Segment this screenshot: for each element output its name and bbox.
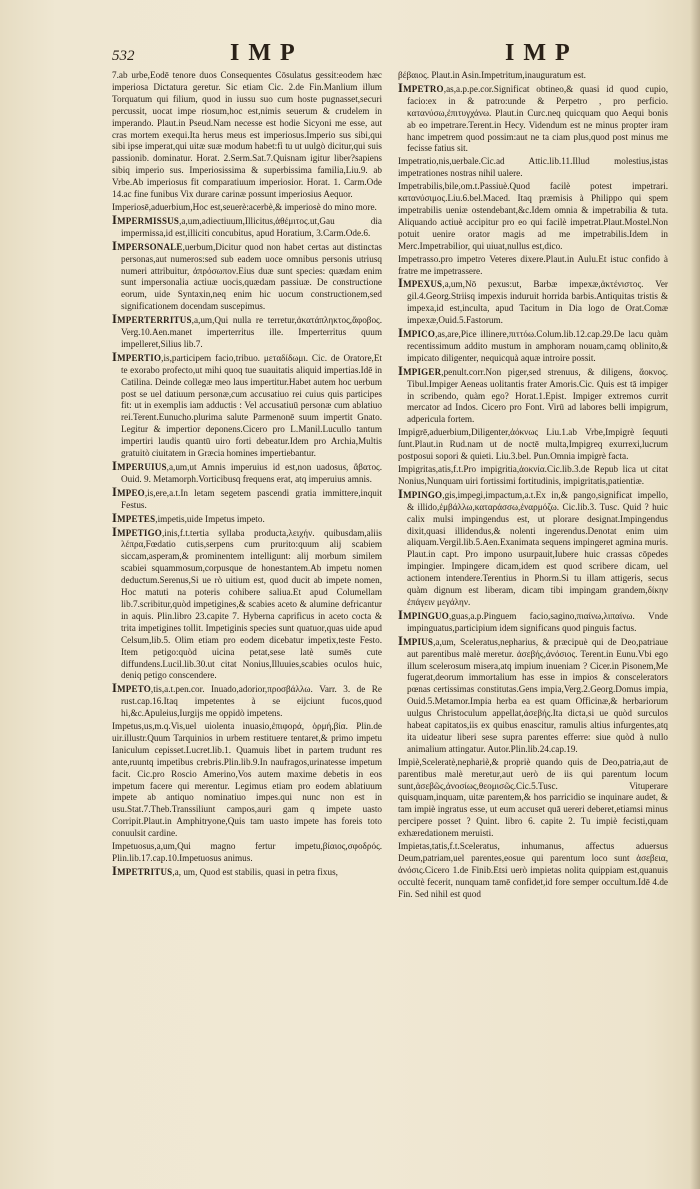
entry-text: Imperiosē,aduerbium,Hoc est,seuerè:acerbè,& imperiosè do mino more. — [112, 201, 377, 212]
entry-headword: Impermissus — [112, 212, 180, 227]
dictionary-entry — [398, 254, 668, 278]
dictionary-entry — [112, 238, 382, 313]
entry-text: ,uerbum,Dicitur quod non habet certas aut distinctas personas,aut numeros:sed sub eadem uoce omnibus personis utriusq numeri attribuitur, ἀπρόσωπον.Eius duæ sunt species: quædam enim sunt impersonalia actiuæ uocis,quædam passiuæ. De constructione eorum, uide Syntaxin,neq enim hic uocum constructionem,sed significationem docendam suscepimus. — [121, 241, 382, 312]
entry-text: Impigrē,aduerbium,Diligenter,ἀόκνως Liu.1.ab Vrbe,Impigrè ſequuti ſunt.Plaut.in Rud.nam ut de noctē multa,Impigreq exurrexi,lucrum postposui sopori & quieti. Liu.3.bel. Pun.Omnia impigrè facta. — [398, 427, 668, 462]
entry-text: Impetratio,nis,uerbale.Cic.ad Attic.lib.11.Illud molestius,istas impetrationes nostras nihil ualere. — [398, 156, 668, 179]
entry-text: ,gis,impegi,impactum,a.t.Ex in,& pango,significat impello, & illido,ἐμβάλλω,καταράσσω,ἐναρμόζω. Cic.lib.3. Tusc. Quid ? huic calix mulsi impingendus est, ut plorare designat.Impingendus dixit,quasi illidendus,& nolenti ingerendus.Denotat enim uim aliquam.Vergil.lib.5.Aen.Exanimata sequens impingeret agmina muris. Plaut.in capt. Pro impono usurpauit,Iubere huic crassas cōpedes impingier. Impingere dicam,idem est quod scribere dicam, uel actionem intendere.Terentius in Phorm.Si tu illam attigeris, secus quàm dignum est liberam, dicam tibi impingam grandem,δίκην ἐπάγειν μεγάλην. — [407, 489, 668, 607]
entry-text: ,a,um,ut Amnis imperuius id est,non uadosus, ἄβατος. Ouid. 9. Metamorph.Vorticibusq frequens erat, atq imperuius amnis. — [121, 462, 382, 484]
dictionary-entry — [112, 683, 382, 720]
entry-text: Impetus,us,m.q.Vis,uel uiolenta inuasio,ἐπιφορά, ὁρμή,βία. Plin.de uir.illustr.Quum Tarquinios in urbem restituere tentaret,& primo impetu Ianiculum cepisset.Lucret.lib.1. Quamuis libet in partem trudunt res ante,ruuntq impetibus crebris.Plin.lib.9.In naufragos,urinatesse impetum facit. Cic.pro Roscio Amerino,Vos autem maxime debetis in eos impetum facere qui merentur. Legimus etiam pro eodem ablatiuum impete ab antiquo nominatiuo impes.qui nunc non est in usu.Stat.7.Theb.Transsiliunt campos,auri gam q impete uasto Corripit.Plaut.in Amphitryone,Quis tam uasto impete has foreis toto conuulsit cardine. — [112, 721, 382, 839]
entry-headword: Impertio — [112, 349, 162, 364]
entry-headword: Impetigo — [112, 524, 162, 539]
entry-text: ,as,are,Pice illinere,πιττόω.Colum.lib.12.cap.29.De lacu quàm recentissimum addito mustum in amphoram nouam,camq oblinito,& impicato diligenter, nequicquà aquæ introire possit. — [407, 329, 668, 363]
entry-headword: Impingo — [398, 486, 443, 501]
dictionary-entry — [398, 427, 668, 463]
entry-text: ,a,um,adiectiuum,Illicitus,ἀθέμιτος.ut,Gau dia impermissa,id est,illiciti concubitus, apud Horatium, 3.Carm.Ode.6. — [121, 215, 382, 238]
dictionary-entry — [398, 486, 668, 609]
entry-text: ,impetis,uide Impetus impeto. — [155, 513, 265, 524]
dictionary-entry — [112, 349, 382, 460]
dictionary-entry — [112, 212, 382, 240]
dictionary-entry — [112, 841, 382, 865]
left-column — [112, 70, 382, 1180]
entry-text: ,is,participem facio,tribuo. μεταδίδωμι. Cic. de Oratore,Et te exorabo profecto,ut mihi quoq tue suauitatis aliquid impertias.Idē in Catilina. Deinde collegæ meo laus impertitur.Habet autem hoc uerbum post se uel datiuum personæ,cum accusatiuo rei cuius quis participes fit: ut in exemplis iam adductis : Vel accusatiuū personæ cum ablatiuo rei.Terent.Eunucho.plurima salute Parmenonē suum impertit Gnato. Legitur & impertior deponens.Cicero pro L.Manil.Lucullo tantum impertiri laudis quantū uiro forti debeatur.Idem pro Archia,Multis gratuitò ciuitatem in Græcia homines impertiebantur. — [121, 352, 382, 459]
dictionary-entry — [398, 328, 668, 365]
dictionary-entry — [398, 841, 668, 901]
entry-text: Impetrabilis,bile,om.t.Passiuè.Quod facilè potest impetrari. κατανύσιμος.Liu.6.bel.Maced. Itaq præmisis à Philippo qui spem impetrabilis ueniæ ostendebant,&c.Idem omnia & impetrabilia & tuta. Aliquando actiuè accipitur pro eo qui facilè impetrat.Plaut.Mostel.Non potuit uenire orator magis ad me impetrabilis.Idem in Merc.Impetrabilior, qui uiuat,nullus est,dico. — [398, 181, 668, 251]
dictionary-entry — [398, 607, 668, 635]
running-header-left: IMP — [230, 40, 304, 66]
entry-headword: Imperterritus — [112, 312, 192, 327]
entry-text: ,a,um, Sceleratus,nepharius, & præcipuè qui de Deo,patriaue aut parentibus malè meretur. ἀσεβής,ἀνόσιος. Terent.in Eunu.Vbi ego illum scelerosum misera,atq impium inueniam ? Cicer.in Pisonem,Me fugerat,deorum immortalium has esse in impios & conscelerators pœnas certissimas constitutas.Gens impia,Verg.2.Georg.Domus impia, Ouid.5.Metamor.Impia herba ea est quam Officinæ,& herbariorum uulgus Christoculum appellat,ἀσεβής.Ita dicta,si ue quòd surculos habeat capitatos,iis ex quibus enascitur, ramulis altius infurgentes,atq ita uideatur liberi sese supra parentes efferre: siue quòd à nullo animalium attingatur. Autor.Plin.lib.24.cap.19. — [407, 636, 668, 754]
entry-text: ,penult.corr.Non piger,sed strenuus, & diligens, ἄοκνος. Tibul.Impiger Aeneas uolitantis frater Amoris.Cic. Quis est tā impiger in scribendo, quàm ego? Horat.1.Epist. Impiger extremos currit mercator ad Indos. Cicero pro Font. Virū ad labores belli impigrum, adpericula fortem. — [407, 366, 668, 425]
dictionary-entry — [112, 461, 382, 486]
running-header-right: IMP — [505, 40, 579, 66]
entry-text: 7.ab urbe,Eodē tenore duos Consequentes Cōsulatus gessit:eodem hæc imperiosa Dictatura geretur. Sic etiam Cic. 2.de Fin.Manlium illum Torquatum qui filium, quod in iussu suo cum hoste pugnasset,securi percussit, uocat impe riosum,hoc est,nimis seuerum & crudelem in imperando. Plaut.in Pseud.Nam necesse est hodie Sicyoni me esse, aut cras mortem exequi.Ita herus meus est imperiosus.Imperio sus sibi,qui sibi ipse imperat,qui uitæ suæ modum habet:fi tu ut uulgò dicitur,qui suis passionib. dominatur. Horat. 2.Serm.Sat.7.Quisnam igitur liber?sapiens sibiq imperio sus. Imperiosissima & superbissima familia,Liu.9. ab Vrbe.Ab imperiosus fit comparatiuum imperiosior. Horat. 1. Carm.Ode 14.ac fine funibus Vix durare carinæ possunt imperiosius Aequor. — [112, 70, 382, 200]
entry-text: ,a, um, Quod est stabilis, quasi in petra fixus, — [172, 866, 338, 877]
entry-headword: Impinguo — [398, 607, 449, 622]
entry-text: ,tis,a.t.pen.cor. Inuado,adorior,προσβάλλω. Varr. 3. de Re rust.cap.16.Itaq impetentes à se eijciunt fucos,quod hi,&c.Apuleius,Iurgijs me oppidò impetens. — [121, 684, 382, 719]
dictionary-entry — [112, 721, 382, 840]
entry-text: Impietas,tatis,f.t.Sceleratus, inhumanus, affectus aduersus Deum,patriam,uel parentes,eosue qui parentum loco sunt ἀσεβεια, ἀνόσις.Cicero 1.de Finib.Etsi uerò impietas nolita quippiam est,quanuis occultè fecerit, nunquam tamē confidet,id fore semper occultum.Idē 4.de Fin. Sed nihil est quod — [398, 841, 668, 899]
dictionary-entry — [398, 464, 668, 488]
dictionary-entry — [112, 70, 382, 201]
right-column — [398, 70, 668, 1180]
entry-headword: Impiger — [398, 363, 442, 378]
entry-headword: Impexus — [398, 276, 443, 291]
entry-headword: Impetro — [398, 80, 444, 95]
entry-headword: Impeo — [112, 484, 145, 499]
entry-text: Impiè,Sceleratè,nephariè,& propriè quando quis de Deo,patria,aut de parentibus malè meretur,aut uerò de iis qui parentum locum sunt,ἀσεβῶς,ἀνοσίως,θεομισῶς.Cic.5.Tusc. Vituperare quisquam,inquam, uitæ parentem,& hos parricidio se inquinare audet, & tam impiè ingratus esse, ut eum accuset quā uereri deberet,etiamsi minus percipere posset ? Quint. libro 6. capite 2. Tu impiè fecisti,quam exhæredationem meruisti. — [398, 756, 668, 839]
entry-text: Impetrasso.pro impetro Veteres dixere.Plaut.in Aulu.Et istuc confido à fratre me impetrassere. — [398, 253, 668, 276]
entry-headword: Impeto — [112, 681, 151, 696]
dictionary-entry — [112, 524, 382, 683]
dictionary-entry — [398, 278, 668, 327]
entry-text: ,a,um,Nō pexus:ut, Barbæ impexæ,ἀκτένιστος. Ver gil.4.Georg.Striisq impexis induruit horrida barbis.Antiquitas tristis & impexa,id est,inculta, apud Tacitum in Dia logo de Orat.Comæ impexæ,Ouid.5.Fastorum. — [407, 279, 668, 326]
dictionary-entry — [398, 156, 668, 180]
entry-headword: Impico — [398, 326, 436, 341]
dictionary-entry — [398, 181, 668, 252]
entry-text: βέβαιος. Plaut.in Asin.Impetritum,inauguratum est. — [398, 70, 586, 80]
entry-text: ,a,um,Qui nulla re terretur,ἀκατάπληκτος,ἄφοβος. Verg.10.Aen.manet imperterritus ille. Imperterritus quum impelleret,Silius lib.7. — [121, 315, 382, 349]
page-gutter-shadow — [690, 0, 700, 1189]
entry-headword: Impetritus — [112, 863, 173, 878]
entry-text: ,inis,f.t.tertia syllaba producta,λειχήν. quibusdam,aliis λέπρα,Fœdatio cutis,serpens cum prurito:quum alij scabiem siccam,asperam,& prominentem intelligunt: alij morbum similem scabiei squammosum,corpusque de honestantem.Ab impetu nomen deductum.Serenus,Si ue rò uitium est, quod ducit ab impete nomen, Hoc matuti na poteris cohibere saliua.Et apud Columellam lib.7.scribitur,quòd impetigines,& scabies aceto & alumine defricantur in aquis. Plin.libro 23.capite 7. Hyberna caprificus in aceto cocta & trita impetigines tollit. Impetiginis species sunt quatuor,quas uide apud Celsum,lib.5. Olim etiam pro eodem dicebatur impetix,teste Festo. Item petigo:quòd uicina petat,sese latè sumēs cute diffundens.Lucil.lib.30.ut citat Nonius,Illuuies,scabies oculos huic, deniq petigo conscendere. — [121, 527, 382, 681]
entry-text: ,as,a.p.pe.cor.Significat obtineo,& quasi id quod cupio, facio:ex in & patro:unde & Perpetro , pro perficio. κατανύσω,ἐπιτυγχάνω. Plaut.in Curc.neq quicquam quo Aequi bonis ab eo impetrare.Terent.in Hecy. Videndum est ne minus propter iram hanc impetrem quod possim:aut ne ta ciam plus,quod post minus me fecisse fatius sit. — [407, 83, 668, 154]
page-number: 532 — [112, 48, 135, 64]
entry-text: ,is,ere,a.t.In letam segetem pascendi gratia immittere,inquit Festus. — [121, 487, 382, 510]
entry-headword: Impersonale — [112, 238, 183, 253]
dictionary-entry — [398, 633, 668, 756]
entry-headword: Impius — [398, 633, 434, 648]
entry-text: Impigritas,atis,f.t.Pro impigritia,ἀοκνία.Cic.lib.3.de Repub lica ut citat Nonius,Nunquam uiri fortissimi fortitudinis, impigritatis,patientiæ. — [398, 464, 668, 486]
dictionary-entry — [398, 363, 668, 427]
dictionary-entry — [112, 484, 382, 512]
entry-text: Impetuosus,a,um,Qui magno fertur impetu,βίαιος,σφοδρός. Plin.lib.17.cap.10.Impetuosus animus. — [112, 841, 382, 863]
dictionary-entry — [112, 863, 382, 879]
dictionary-entry — [398, 80, 668, 155]
entry-headword: Impetes — [112, 510, 156, 525]
dictionary-entry — [398, 757, 668, 840]
entry-headword: Imperuius — [112, 459, 167, 473]
dictionary-entry — [112, 314, 382, 351]
entry-text: ,guas,a.p.Pinguem facio,sagino,πιαίνω,λιπαίνω. Vnde impinguatus,participium idem significans quod pinguis factus. — [407, 610, 668, 633]
